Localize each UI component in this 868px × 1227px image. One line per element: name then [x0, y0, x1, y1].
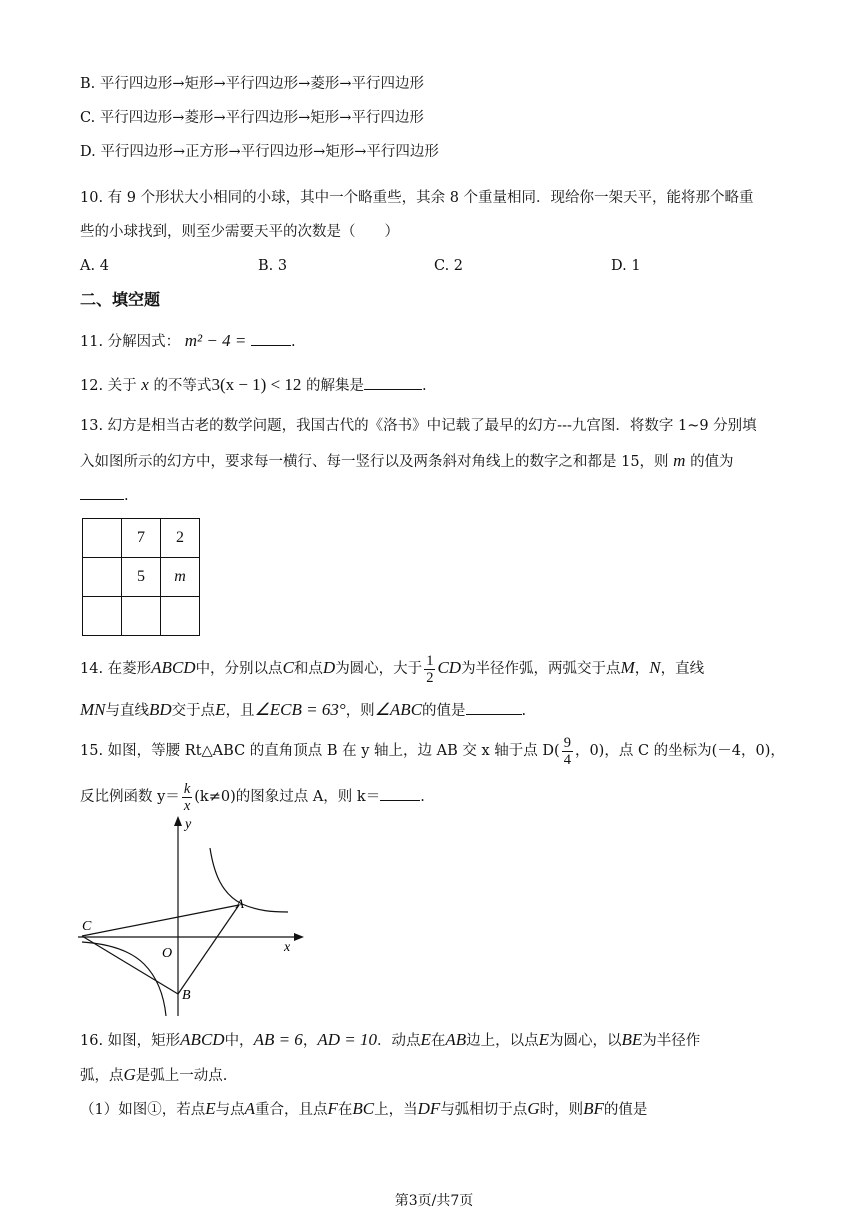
q10-line1: 10. 有 9 个形状大小相同的小球，其中一个略重些，其余 8 个重量相同．现给你一架天平，能将那个略重	[80, 190, 754, 206]
q16-point-f: F	[327, 1099, 338, 1118]
q12-var: x	[141, 375, 149, 394]
q13-line1: 13. 幻方是相当古老的数学问题，我国古代的《洛书》中记载了最早的幻方---九宫图．将数字 1~9 分别填	[80, 418, 757, 434]
magic-square-cell	[122, 597, 161, 636]
magic-square-row	[83, 558, 200, 597]
q15-line1	[80, 732, 785, 770]
magic-square-cell	[83, 597, 122, 636]
q16-bc: BC	[352, 1099, 375, 1118]
q16-text: 16. 如图，矩形	[80, 1033, 181, 1049]
q16-text: 为半径作	[642, 1033, 701, 1049]
q16-text: ，	[302, 1033, 318, 1049]
q14-answer-blank	[466, 700, 522, 715]
q14-angle-abc: ∠ABC	[374, 700, 423, 719]
fraction-numerator: 9	[563, 734, 571, 751]
q14-mn: MN	[80, 700, 106, 719]
q13-line2-a: 入如图所示的幻方中，要求每一横行、每一竖行以及两条斜对角线上的数字之和都是 15，则	[80, 454, 669, 470]
q9-option-b: B. 平行四边形→矩形→平行四边形→菱形→平行四边形	[80, 76, 424, 92]
q10-option-d: D. 1	[611, 258, 641, 274]
magic-square-cell: 7	[122, 519, 161, 558]
q13-line2-b: 的值为	[690, 454, 734, 470]
q16-line2	[80, 1065, 227, 1086]
point-c-label: C	[82, 919, 92, 934]
q13-line2	[80, 451, 734, 472]
x-label: x	[284, 940, 291, 955]
q16-be: BE	[621, 1030, 643, 1049]
q14-text: 的值是	[422, 703, 466, 719]
q12	[80, 375, 427, 396]
q12-mid: 的不等式	[153, 378, 212, 394]
q16-line3	[80, 1099, 647, 1120]
q11-suffix: .	[290, 334, 296, 350]
q12-answer-blank	[364, 375, 422, 390]
q16-bf: BF	[583, 1099, 604, 1118]
q14-text: .	[521, 703, 527, 719]
q15-text: ，0)，点 C 的坐标为(－4，0)，	[574, 743, 785, 759]
q16-point-e: E	[205, 1099, 216, 1118]
q16-point-g: G	[527, 1099, 540, 1118]
x-axis-arrow-icon	[294, 933, 304, 941]
q10-option-b: B. 3	[258, 258, 288, 274]
magic-square-cell	[83, 519, 122, 558]
fraction-denominator: x	[183, 797, 191, 814]
magic-square-row	[83, 519, 200, 558]
q10-option-a: A. 4	[80, 258, 109, 274]
q9-option-d: D. 平行四边形→正方形→平行四边形→矩形→平行四边形	[80, 144, 439, 160]
side-ca	[82, 905, 239, 936]
q16-text: 是弧上一动点.	[135, 1068, 228, 1084]
magic-square-cell	[161, 597, 200, 636]
q16-ab: AB	[445, 1030, 467, 1049]
fraction-numerator: 1	[426, 652, 434, 669]
q12-end: .	[422, 378, 427, 394]
q16-text: 上，当	[374, 1102, 418, 1118]
side-ba	[178, 905, 239, 994]
q14-point-d: D	[322, 658, 336, 677]
q14-text: ，直线	[660, 661, 705, 677]
q15-text: (k≠0)的图象过点 A，则 k＝	[194, 789, 381, 805]
q10-option-c: C. 2	[434, 258, 464, 274]
q14-line2	[80, 700, 526, 721]
q16-point-g: G	[123, 1065, 136, 1084]
q16-text: 边上，以点	[466, 1033, 539, 1049]
q15-fraction-d	[562, 735, 573, 768]
q12-expr: 3(x − 1) < 12	[211, 375, 302, 394]
q14-text: ，	[634, 661, 650, 677]
q16-line1	[80, 1030, 700, 1051]
q10-line2: 些的小球找到，则至少需要天平的次数是（ ）	[80, 224, 399, 240]
q16-text: 重合，且点	[255, 1102, 328, 1118]
q15-answer-blank	[380, 786, 420, 801]
y-axis-arrow-icon	[174, 816, 182, 826]
q14-text: 中，分别以点	[195, 661, 283, 677]
point-b-label: B	[182, 988, 191, 1003]
q15-line2	[80, 778, 425, 816]
q14-cd: CD	[437, 658, 462, 677]
magic-square	[82, 518, 200, 636]
q14-abcd: ABCD	[151, 658, 196, 677]
q15-text: 15. 如图，等腰 Rt△ABC 的直角顶点 B 在 y 轴上，边 AB 交 x 轴于点 D(	[80, 743, 560, 759]
q16-text: （1）如图①，若点	[80, 1102, 206, 1118]
magic-square-cell	[83, 558, 122, 597]
q16-text: 的值是	[603, 1102, 648, 1118]
q14-text: ，且	[225, 703, 255, 719]
q14-text: 为半径作弧，两弧交于点	[461, 661, 621, 677]
q14-text: 和点	[293, 661, 323, 677]
q16-text: 时，则	[539, 1102, 584, 1118]
q16-point-e: E	[420, 1030, 431, 1049]
q11	[80, 331, 296, 352]
q16-point-a: A	[244, 1099, 256, 1118]
q16-text: ．动点	[376, 1033, 421, 1049]
q16-text: 与点	[215, 1102, 245, 1118]
q16-df: DF	[417, 1099, 441, 1118]
fraction-denominator: 2	[426, 669, 434, 686]
q13-answer-blank	[80, 485, 124, 500]
q15-fraction-kx	[182, 781, 192, 814]
q16-abcd: ABCD	[180, 1030, 225, 1049]
page-footer: 第3页/共7页	[394, 1193, 474, 1209]
magic-square-cell: 2	[161, 519, 200, 558]
q15-text: .	[420, 789, 425, 805]
side-cb	[82, 936, 178, 994]
q16-ab-eq: AB = 6	[253, 1030, 303, 1049]
q11-expr: m² − 4 =	[184, 331, 247, 350]
q14-angle-ecb: ∠ECB = 63°	[254, 700, 346, 719]
q14-fraction	[424, 653, 435, 686]
q13-m-var: m	[673, 451, 686, 470]
fraction-numerator: k	[183, 780, 191, 797]
q16-text: 弧，点	[80, 1068, 124, 1084]
q15-text: 反比例函数 y＝	[80, 789, 180, 805]
q11-prefix: 11. 分解因式：	[80, 334, 181, 350]
q14-line1	[80, 650, 704, 687]
q13-line3	[80, 485, 129, 506]
section-title: 二、填空题	[80, 290, 161, 309]
q12-suffix: 的解集是	[306, 378, 365, 394]
magic-square-row	[83, 597, 200, 636]
q16-text: 为圆心，以	[549, 1033, 622, 1049]
q16-ad-eq: AD = 10	[317, 1030, 377, 1049]
q14-text: ，则	[345, 703, 375, 719]
magic-square-cell: 5	[122, 558, 161, 597]
q16-text: 与弧相切于点	[440, 1102, 528, 1118]
q14-text: 14. 在菱形	[80, 661, 152, 677]
y-label: y	[185, 817, 192, 832]
q14-point-n: N	[649, 658, 661, 677]
q16-text: 在	[337, 1102, 353, 1118]
point-a-label: A	[236, 896, 244, 911]
origin-label: O	[162, 946, 173, 961]
q16-point-e: E	[538, 1030, 550, 1049]
q14-text: 交于点	[171, 703, 216, 719]
q13-line3-end: .	[124, 488, 129, 504]
q12-prefix: 12. 关于	[80, 378, 137, 394]
hyperbola-branch-q1	[210, 848, 288, 912]
q14-text: 与直线	[105, 703, 149, 719]
q14-point-m: M	[620, 658, 635, 677]
q11-answer-blank	[251, 331, 291, 346]
q14-bd: BD	[149, 700, 172, 719]
q15-figure	[72, 812, 312, 1018]
q9-option-c: C. 平行四边形→菱形→平行四边形→矩形→平行四边形	[80, 110, 424, 126]
q16-text: 中，	[224, 1033, 254, 1049]
fraction-denominator: 4	[563, 751, 571, 768]
magic-square-cell: m	[161, 558, 200, 597]
q16-text: 在	[430, 1033, 446, 1049]
q14-point-c: C	[282, 658, 294, 677]
q14-point-e: E	[215, 700, 226, 719]
q14-text: 为圆心，大于	[335, 661, 423, 677]
